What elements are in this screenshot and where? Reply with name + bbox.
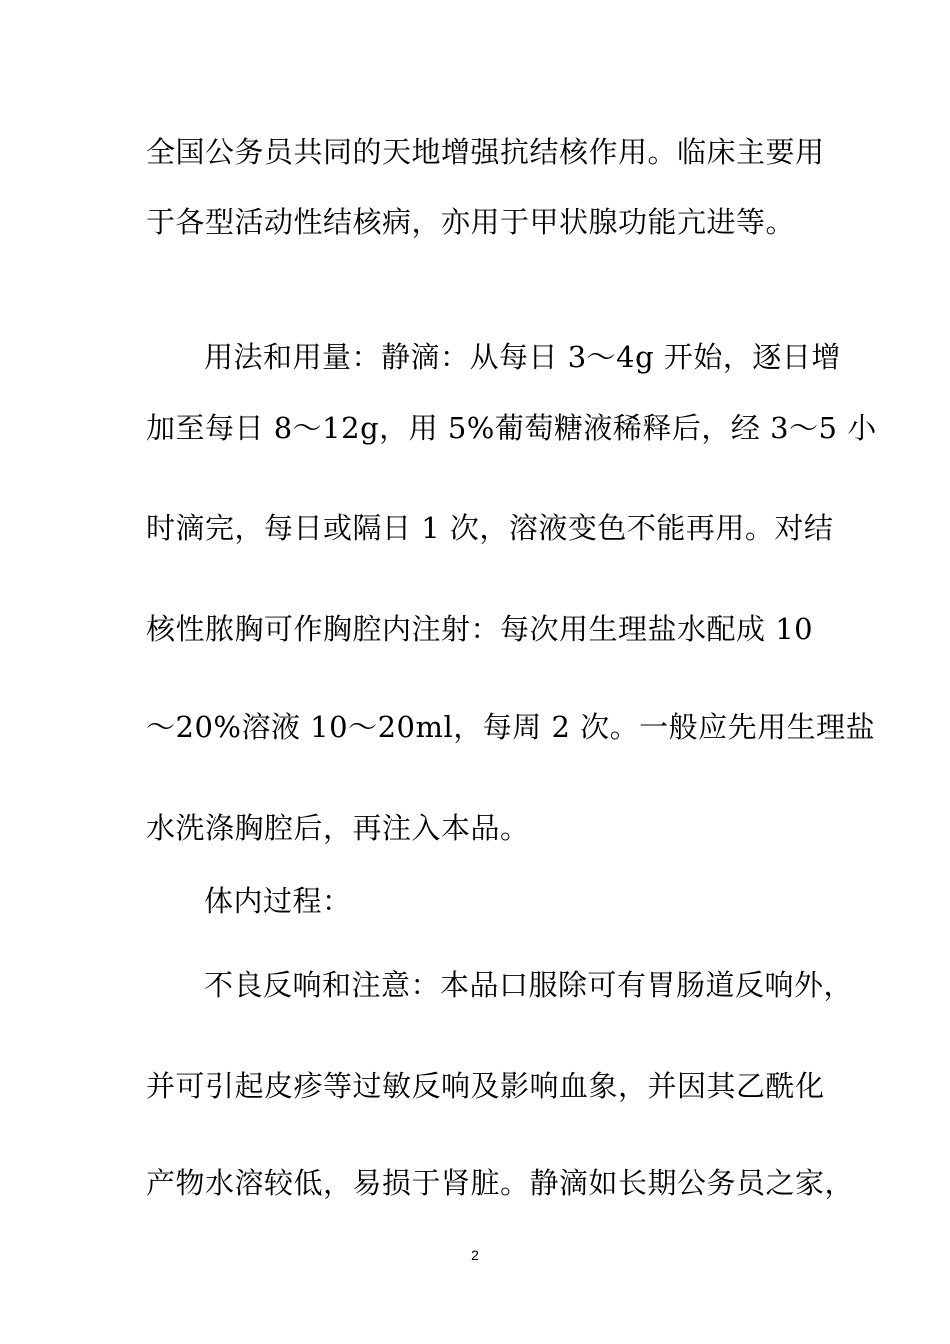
text-line-10: 不良反响和注意：本品口服除可有胃肠道反响外， <box>204 968 854 1002</box>
text-line-2: 于各型活动性结核病，亦用于甲状腺功能亢进等。 <box>146 205 796 239</box>
text-line-3: 用法和用量：静滴：从每日 3～4g 开始，逐日增 <box>204 340 841 374</box>
text-line-6: 核性脓胸可作胸腔内注射：每次用生理盐水配成 10 <box>146 612 814 646</box>
text-line-7: ～20%溶液 10～20ml，每周 2 次。一般应先用生理盐 <box>146 710 876 744</box>
text-line-9: 体内过程： <box>204 884 352 918</box>
text-line-12: 产物水溶较低，易损于肾脏。静滴如长期公务员之家， <box>146 1166 855 1200</box>
text-line-8: 水洗涤胸腔后，再注入本品。 <box>146 811 530 845</box>
text-line-4: 加至每日 8～12g，用 5%葡萄糖液稀释后，经 3～5 小 <box>146 411 877 445</box>
text-line-5: 时滴完，每日或隔日 1 次，溶液变色不能再用。对结 <box>146 511 834 545</box>
page-number: 2 <box>471 1247 479 1263</box>
text-line-11: 并可引起皮疹等过敏反响及影响血象，并因其乙酰化 <box>146 1069 825 1103</box>
text-line-1: 全国公务员共同的天地增强抗结核作用。临床主要用 <box>146 135 825 169</box>
